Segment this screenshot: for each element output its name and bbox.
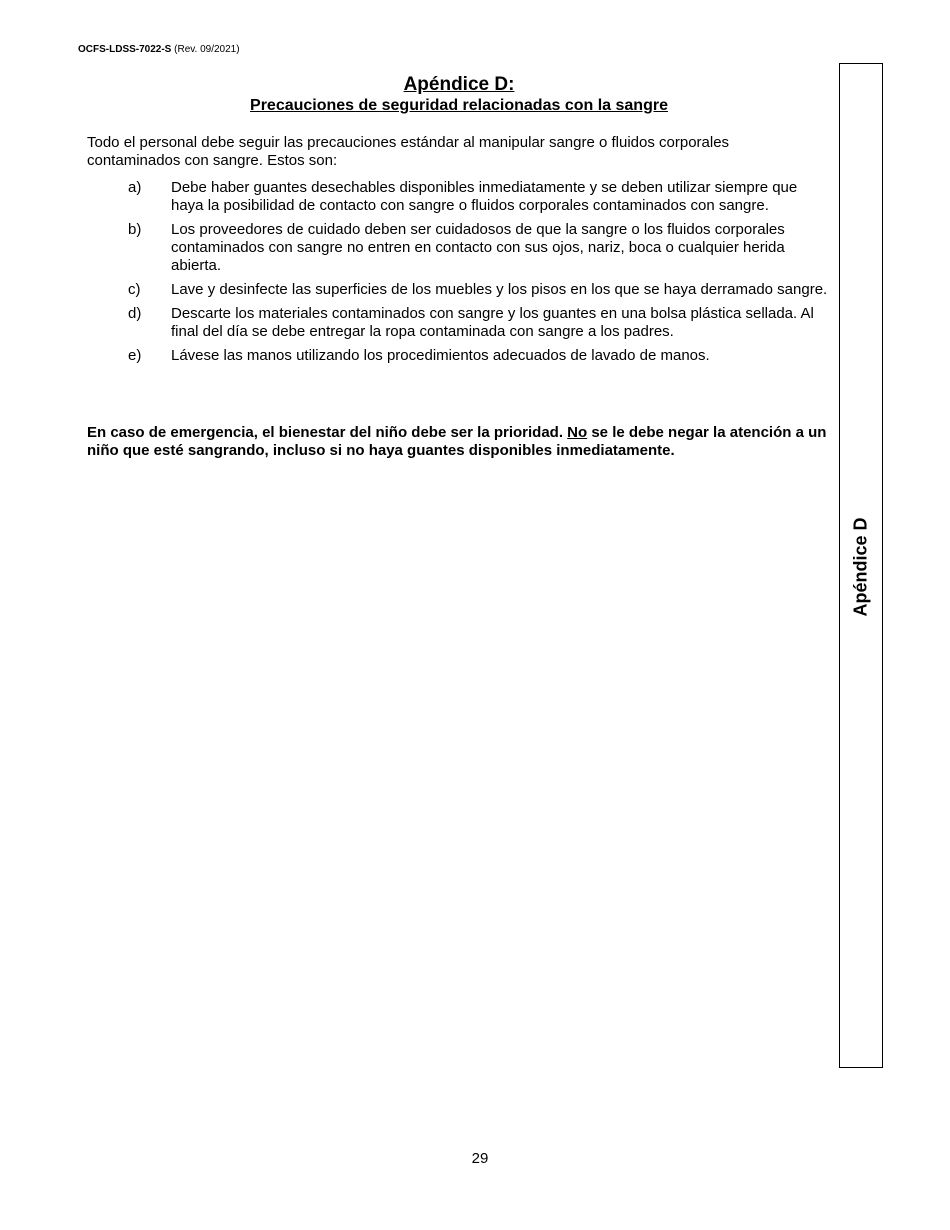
appendix-side-tab-label: Apéndice D — [850, 517, 871, 617]
intro-paragraph: Todo el personal debe seguir las precauciones estándar al manipular sangre o fluidos corporales contaminados con sangre. Estos son: — [87, 134, 730, 169]
title-block — [80, 74, 838, 116]
list-item-text: Lávese las manos utilizando los procedimientos adecuados de lavado de manos. — [171, 347, 710, 364]
list-item — [128, 221, 828, 275]
form-revision: (Rev. 09/2021) — [171, 44, 240, 55]
list-item-text: Lave y desinfecte las superficies de los muebles y los pisos en los que se haya derramado sangre. — [171, 281, 828, 298]
list-item — [128, 305, 828, 341]
form-identifier — [78, 44, 240, 56]
list-item-text: Descarte los materiales contaminados con sangre y los guantes en una bolsa plástica sellada. Al final del día se debe entregar la ropa contaminada con sangre a los padres. — [171, 305, 814, 340]
list-item — [128, 281, 828, 299]
precautions-list — [128, 179, 828, 371]
list-item-marker: b) — [128, 221, 142, 238]
list-item-marker: c) — [128, 281, 141, 298]
list-item — [128, 347, 828, 365]
emergency-emphasis: No — [567, 424, 588, 441]
emergency-notice — [87, 424, 827, 460]
page-title: Apéndice D: — [403, 74, 515, 95]
emergency-text-part2: se le debe negar la atención a un niño que esté sangrando, incluso si no haya guantes disponibles inmediatamente. — [87, 424, 827, 459]
list-item — [128, 179, 828, 215]
list-item-marker: e) — [128, 347, 142, 364]
emergency-text-part1: En caso de emergencia, el bienestar del niño debe ser la prioridad. — [87, 424, 568, 441]
appendix-side-tab — [839, 63, 883, 1068]
list-item-marker: d) — [128, 305, 142, 322]
list-item-text: Los proveedores de cuidado deben ser cuidadosos de que la sangre o los fluidos corporales contaminados con sangre no entren en contacto con sus ojos, nariz, boca o cualquier herida abierta. — [171, 221, 785, 274]
page-number: 29 — [471, 1150, 489, 1167]
list-item-marker: a) — [128, 179, 142, 196]
page-subtitle: Precauciones de seguridad relacionadas con la sangre — [250, 97, 668, 114]
list-item-text: Debe haber guantes desechables disponibles inmediatamente y se deben utilizar siempre que haya la posibilidad de contacto con sangre o fluidos corporales contaminados con sangre. — [171, 179, 798, 214]
form-code: OCFS-LDSS-7022-S — [78, 44, 172, 55]
